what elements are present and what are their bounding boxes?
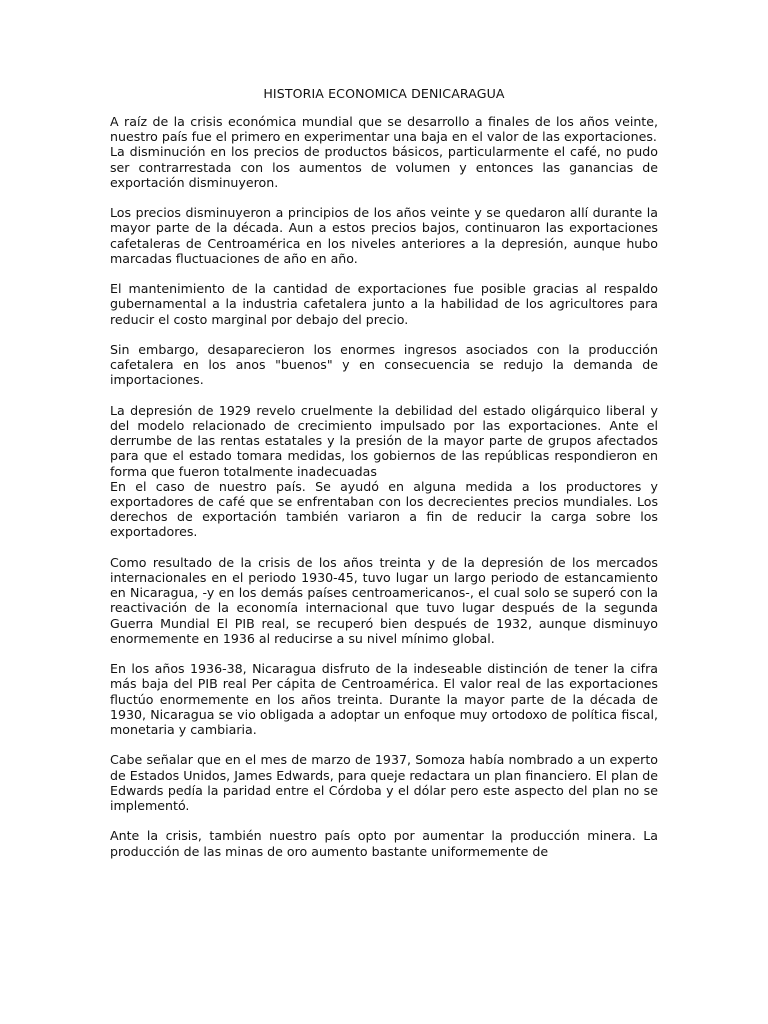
document-body [110, 114, 658, 859]
paragraph-2: La disminución en los precios de productos básicos, particularmente el café, no pudo ser contrarrestada con los aumentos de volumen y entonces las ganancias de exportación disminuyeron. [110, 144, 658, 190]
paragraph-8: Como resultado de la crisis de los años treinta y de la depresión de los mercados internacionales en el periodo 1930-45, tuvo lugar un largo periodo de estancamiento en Nicaragua, -y en los demás países centroamericanos-, el cual solo se superó con la reactivación de la economía internacional que tuvo lugar después de la segunda Guerra Mundial El PIB real, se recuperó bien después de 1932, aunque disminuyo enormemente en 1936 al reducirse a su nivel mínimo global. [110, 554, 658, 646]
paragraph-4: El mantenimiento de la cantidad de exportaciones fue posible gracias al respaldo gubernamental a la industria cafetalera junto a la habilidad de los agricultores para reducir el costo marginal por debajo del precio. [110, 281, 658, 327]
paragraph-11: Ante la crisis, también nuestro país opto por aumentar la producción minera. La producción de las minas de oro aumento bastante uniformemente de [110, 828, 658, 859]
paragraph-6: La depresión de 1929 revelo cruelmente la debilidad del estado oligárquico liberal y del modelo relacionado de crecimiento impulsado por las exportaciones. Ante el derrumbe de las rentas estatales y la presión de la mayor parte de grupos afectados para que el estado tomara medidas, los gobiernos de las repúblicas respondieron en forma que fueron totalmente inadecuadas [110, 402, 658, 479]
paragraph-3: Los precios disminuyeron a principios de los años veinte y se quedaron allí durante la mayor parte de la década. Aun a estos precios bajos, continuaron las exportaciones cafetaleras de Centroamérica en los niveles anteriores a la depresión, aunque hubo marcadas fluctuaciones de año en año. [110, 205, 658, 266]
paragraph-9: En los años 1936-38, Nicaragua disfruto de la indeseable distinción de tener la cifra más baja del PIB real Per cápita de Centroamérica. El valor real de las exportaciones fluctúo enormemente en los años treinta. Durante la mayor parte de la década de 1930, Nicaragua se vio obligada a adoptar un enfoque muy ortodoxo de política fiscal, monetaria y cambiaria. [110, 661, 658, 738]
paragraph-1: A raíz de la crisis económica mundial que se desarrollo a finales de los años veinte, nuestro país fue el primero en experimentar una baja en el valor de las exportaciones. [110, 114, 658, 145]
document-title: HISTORIA ECONOMICA DENICARAGUA [263, 86, 505, 101]
paragraph-10: Cabe señalar que en el mes de marzo de 1937, Somoza había nombrado a un experto de Estados Unidos, James Edwards, para queje redactara un plan financiero. El plan de Edwards pedía la paridad entre el Córdoba y el dólar pero este aspecto del plan no se implementó. [110, 752, 658, 814]
paragraph-7: En el caso de nuestro país. Se ayudó en alguna medida a los productores y exportadores de café que se enfrentaban con los decrecientes precios mundiales. Los derechos de exportación también variaron a fin de reducir la carga sobre los exportadores. [110, 478, 658, 540]
paragraph-5: Sin embargo, desaparecieron los enormes ingresos asociados con la producción cafetalera en los anos "buenos" y en consecuencia se redujo la demanda de importaciones. [110, 342, 658, 388]
